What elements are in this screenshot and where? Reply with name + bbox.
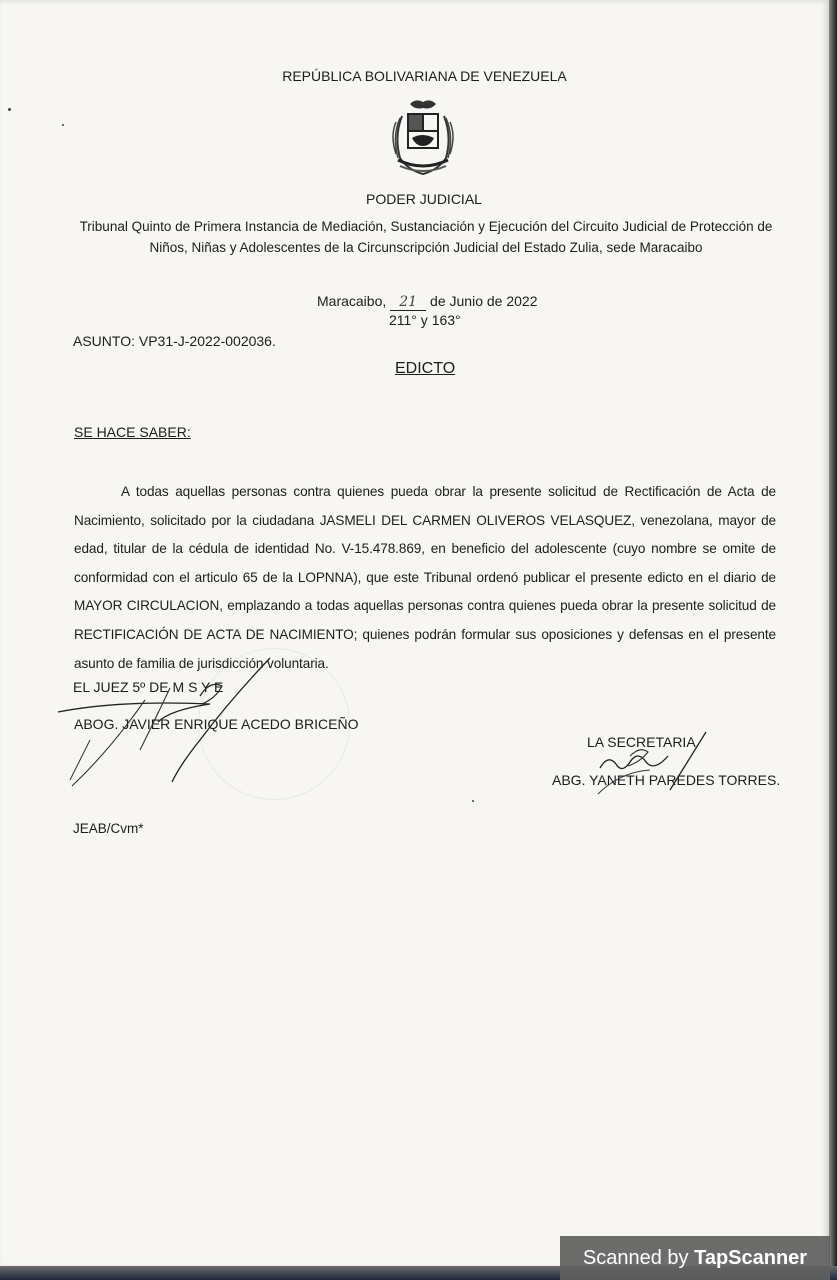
tribunal-line-2: Niños, Niñas y Adolescentes de la Circunscripción Judicial del Estado Zulia, sede Maracaibo <box>149 240 703 255</box>
branch-heading: PODER JUDICIAL <box>366 191 482 207</box>
coat-of-arms-icon <box>380 96 466 182</box>
tribunal-line-1: Tribunal Quinto de Primera Instancia de Mediación, Sustanciación y Ejecución del Circuito Judicial de Protección de <box>79 219 773 234</box>
se-hace-saber: SE HACE SABER: <box>74 424 191 440</box>
secretary-title: LA SECRETARIA <box>587 734 696 750</box>
republic-heading: REPÚBLICA BOLIVARIANA DE VENEZUELA <box>282 68 567 84</box>
scan-speck <box>8 108 11 111</box>
scan-edge-right <box>829 0 837 1280</box>
date-city: Maracaibo, <box>317 293 387 309</box>
watermark-prefix: Scanned by <box>582 1247 689 1269</box>
asunto-line: ASUNTO: VP31-J-2022-002036. <box>73 333 276 349</box>
initials: JEAB/Cvm* <box>73 821 144 836</box>
secretary-name: ABG. YANETH PAREDES TORRES. <box>552 772 781 788</box>
scan-speck <box>472 800 474 802</box>
edict-body-paragraph: A todas aquellas personas contra quienes pueda obrar la presente solicitud de Rectificación de Acta de Nacimiento, solicitado por la ciudadana JASMELI DEL CARMEN OLIVEROS VELASQUEZ, venezolana, mayor de edad, titular de la cédula de identidad No. V-15.478.869, en beneficio del adolescente (cuyo nombre se omite de conformidad con el articulo 65 de la LOPNNA), que este Tribunal ordenó publicar el presente edicto en el diario de MAYOR CIRCULACION, emplazando a todas aquellas personas contra quienes pueda obrar la presente solicitud de RECTIFICACIÓN DE ACTA DE NACIMIENTO; quienes podrán formular sus oposiciones y defensas en el presente asunto de familia de jurisdicción voluntaria. <box>74 484 776 671</box>
tapscanner-watermark <box>560 1236 830 1280</box>
date-years: 211° y 163° <box>389 312 461 328</box>
date-line <box>317 293 537 311</box>
judge-name: ABOG. JAVIER ENRIQUE ACEDO BRICEÑO <box>74 716 359 732</box>
date-day: 21 <box>390 294 426 311</box>
scan-speck <box>62 124 64 126</box>
document-title: EDICTO <box>395 360 456 377</box>
watermark-brand: TapScanner <box>694 1247 808 1269</box>
date-rest: de Junio de 2022 <box>430 293 538 309</box>
judge-title: EL JUEZ 5º DE M S Y E <box>73 679 224 695</box>
